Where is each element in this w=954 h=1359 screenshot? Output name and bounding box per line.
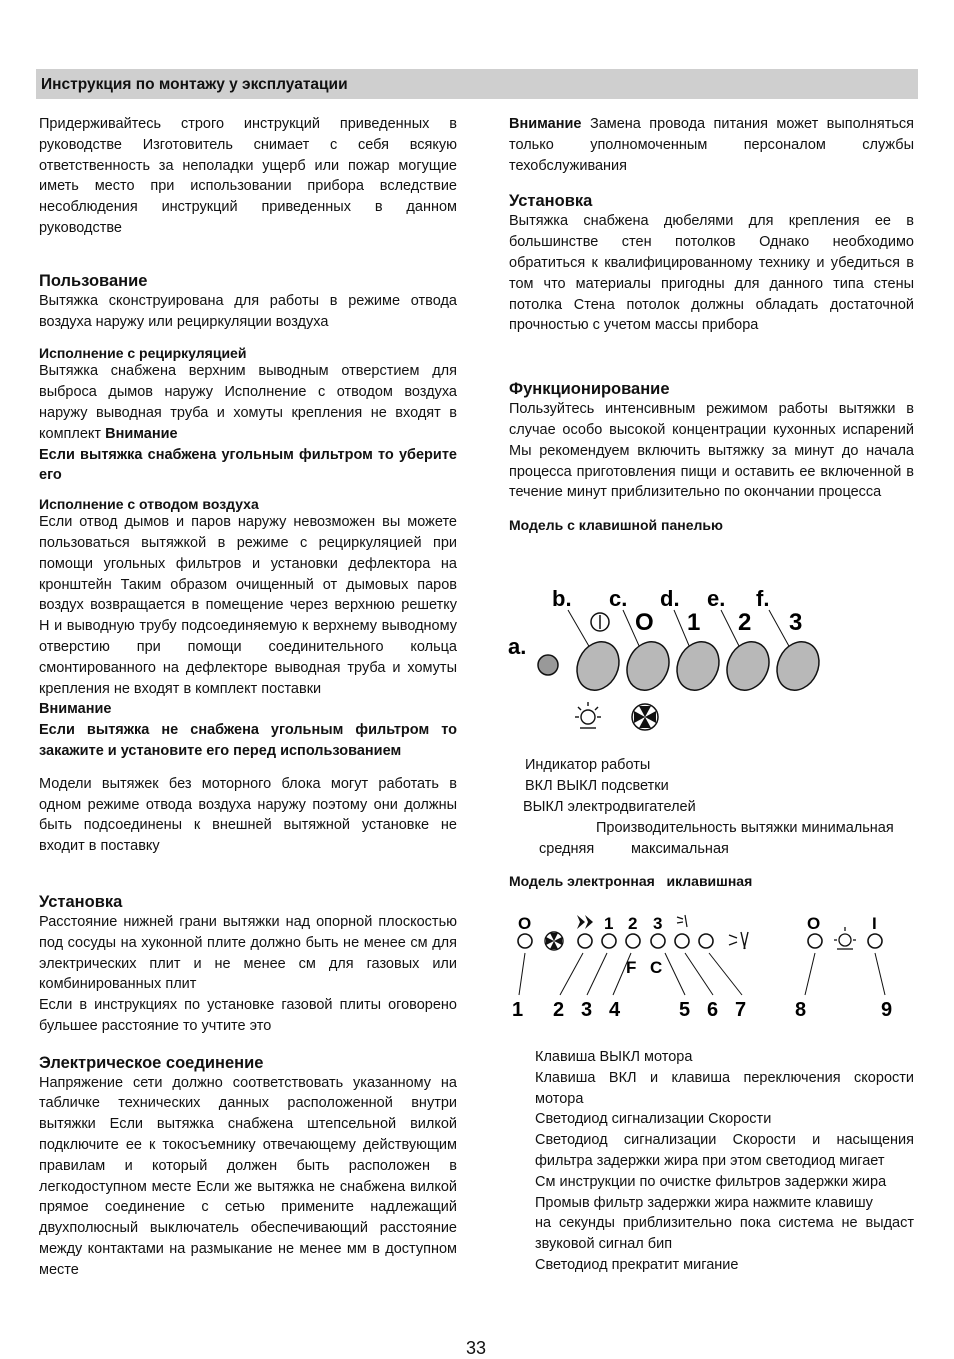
recirc-title: Исполнение с рециркуляцией [39, 345, 247, 362]
keypad-label-e: e. [707, 586, 726, 611]
install-text-2: Если в инструкциях по установке газовой плиты оговорено бульшее расстояние то учтите это [39, 997, 457, 1034]
keypad-symbol-off: O [635, 609, 654, 636]
electronic-title: Модель электронная иклавишная [509, 873, 753, 889]
left-column [39, 114, 457, 1281]
elec-num-4: 4 [609, 999, 621, 1021]
elec-num-6: 6 [707, 999, 719, 1021]
speed-led-1 [578, 934, 592, 948]
electronic-panel-diagram [505, 905, 915, 1025]
elec-legend [535, 1047, 914, 1276]
filter-reset-button[interactable] [699, 934, 713, 948]
lamp-icon [575, 702, 601, 728]
fan-icon [632, 704, 658, 730]
speed-arrow-icon [577, 915, 593, 929]
elec-legend-3: Светодиод сигнализации Скорости [535, 1111, 772, 1128]
keypad-legend-4: Производительность вытяжки минимальная [596, 820, 894, 836]
elec-num-9: 9 [881, 999, 893, 1021]
keypad-legend-1: Индикатор работы [525, 757, 651, 773]
electric-title: Электрическое соединение [39, 1053, 264, 1072]
section-header [36, 69, 918, 99]
keypad-label-f: f. [756, 586, 770, 611]
speed-led-3 [626, 934, 640, 948]
speed-1-key-button[interactable] [669, 635, 726, 697]
speed-3-key-button[interactable] [769, 635, 826, 697]
light-on-button[interactable] [868, 934, 882, 948]
elec-legend-5: См инструкции по очистке фильтров задержки жира [535, 1173, 887, 1190]
keypad-symbol-2: 2 [738, 609, 752, 636]
exhaust-attention: Внимание [39, 701, 112, 718]
elec-num-1: 1 [512, 999, 524, 1021]
keypad-label-b: b. [552, 586, 572, 611]
intro-text: Придерживайтесь строго инструкций приведенных в руководстве Изготовитель снимает с себя всякую ответственность за неполадки ущерб или пожар могущие иметь место при использовании прибора вследствие несоблюдения инструкций приведенных в данном руководстве [39, 116, 457, 236]
elec-label-1: 1 [604, 914, 614, 933]
page-number: 33 [466, 1338, 487, 1358]
filter-led [675, 934, 689, 948]
install-title: Установка [39, 892, 123, 911]
install-text-1: Расстояние нижней грани вытяжки над опорной плоскостью под сосуды на хуконной плите должно быть не менее см для электрических плит и не менее см для газовых или комбинированных плит [39, 913, 457, 993]
speed-led-2 [602, 934, 616, 948]
usage-text: Вытяжка сконструирована для работы в режиме отвода воздуха наружу или рециркуляции воздуха [39, 292, 457, 330]
attention-text: Внимание Замена провода питания может выполняться только уполномоченным персоналом службы техобслуживания [509, 116, 915, 174]
filter-alert-icon [677, 915, 687, 927]
keypad-title: Модель с клавишной панелью [509, 517, 723, 534]
light-key-button[interactable] [569, 635, 626, 697]
motor-off-key-button[interactable] [619, 635, 676, 697]
light-off-button[interactable] [808, 934, 822, 948]
keypad-diagram [500, 580, 840, 740]
keypad-legend-5: средняя [539, 841, 595, 857]
elec-legend-1: Клавиша ВЫКЛ мотора [535, 1049, 693, 1065]
right-install-title: Установка [509, 192, 593, 211]
elec-label-2: 2 [628, 914, 638, 933]
elec-label-off: O [518, 914, 532, 933]
keypad-legend-2: ВКЛ ВЫКЛ подсветки [525, 778, 669, 794]
elec-num-8: 8 [795, 999, 807, 1021]
keypad-symbol-1: 1 [687, 609, 701, 636]
elec-label-c: C [650, 958, 663, 977]
models-text: Модели вытяжек без моторного блока могут работать в одном режиме отвода воздуха наружу поэтому они должны быть подсоединены к внешней вытяжной установке не входит в поставку [39, 775, 457, 855]
elec-legend-4: Светодиод сигнализации Скорости и насыщения фильтра задержки жира при этом светодиод мигает [535, 1132, 914, 1169]
exhaust-title: Исполнение с отводом воздуха [39, 496, 259, 513]
function-title: Функционирование [509, 380, 670, 399]
exhaust-text: Если отвод дымов и паров наружу невозможен вы можете пользоваться вытяжкой в режиме с рециркуляцией при помощи угольных фильтров и установки дефлектора на кронштейн Таким образом очищенный от дымовых паров воздух возвращается в помещение через верхнюю решетку H и выводную трубу подсоединяемую к верхнему выводному отверстию при помощи соединительного кольца смонтированного на дефлекторе выводная труба и хомуты крепления не входят в комплект поставки [39, 514, 457, 697]
function-text: Пользуйтесь интенсивным режимом работы вытяжки в случае особо высокой концентрации кухонных испарений Мы рекомендуем включить вытяжку за минут до начала процесса приготовления пищи и оставить ее включенной в течение минут приблизительно по окончании процесса [509, 401, 914, 501]
keypad-label-d: d. [660, 586, 680, 611]
elec-legend-2: Клавиша ВКЛ и клавиша переключения скорости мотора [535, 1069, 914, 1107]
exhaust-warning: Если вытяжка не снабжена угольным фильтром то закажите и установите его перед использованием [39, 722, 457, 759]
right-column [509, 114, 914, 533]
elec-legend-8: Светодиод прекратит мигание [535, 1256, 739, 1273]
electric-text: Напряжение сети должно соответствовать указанному на табличке технических данных расположенной внутри вытяжки Если вытяжка снабжена штепсельной вилкой подключите ее к токосъемнику отвечающему действующим правилам и который должен быть расположен в легкодоступном месте Если же вытяжка не снабжена вилкой прямое соединение с сетью примените надлежащий двухполюсный выключатель обеспечивающий расстояние между контактами на размыкание не менее мм в доступном месте [39, 1074, 457, 1278]
elec-label-light-off: O [807, 914, 821, 933]
elec-label-f: F [626, 958, 637, 977]
elec-num-2: 2 [553, 999, 565, 1021]
elec-num-7: 7 [735, 999, 747, 1021]
fan-small-icon [545, 932, 563, 950]
motor-off-button[interactable] [518, 934, 532, 948]
recirc-warning: Если вытяжка снабжена угольным фильтром то уберите его [39, 446, 457, 484]
page-title: Инструкция по монтажу у эксплуатации [41, 76, 348, 93]
right-install-text: Вытяжка снабжена дюбелями для крепления ее в большинстве стен потолков Однако необходимо обратиться к квалифицированному технику и убедиться в том что материалы пригодны для данного типа стены потолка Стена потолок должны обладать достаточной прочностью с учетом массы прибора [509, 213, 914, 334]
keypad-label-c: c. [609, 586, 628, 611]
elec-legend-6: Промыв фильтр задержки жира нажмите клавишу [535, 1194, 873, 1211]
speed-led-4 [651, 934, 665, 948]
elec-label-light-on: I [872, 914, 877, 933]
elec-legend-7: на секунды приблизительно пока система не выдаст звуковой сигнал бип [535, 1215, 914, 1253]
keypad-legend-6: максимальная [631, 841, 729, 857]
filter-icon [729, 932, 748, 949]
elec-num-5: 5 [679, 999, 691, 1021]
elec-num-3: 3 [581, 999, 593, 1021]
power-indicator-led [538, 655, 558, 675]
keypad-label-a: a. [508, 634, 527, 659]
lamp-small-icon [834, 927, 856, 949]
elec-label-3: 3 [653, 914, 663, 933]
keypad-legend-3: ВЫКЛ электродвигателей [523, 799, 696, 815]
speed-2-key-button[interactable] [719, 635, 776, 697]
light-symbol-icon [591, 613, 609, 631]
usage-title: Пользование [39, 271, 148, 290]
recirc-text: Вытяжка снабжена верхним выводным отверстием для выброса дымов наружу Исполнение с отводом воздуха наружу выводная труба и хомуты крепления не входят в комплект Внимание [39, 363, 457, 442]
keypad-symbol-3: 3 [789, 609, 803, 636]
